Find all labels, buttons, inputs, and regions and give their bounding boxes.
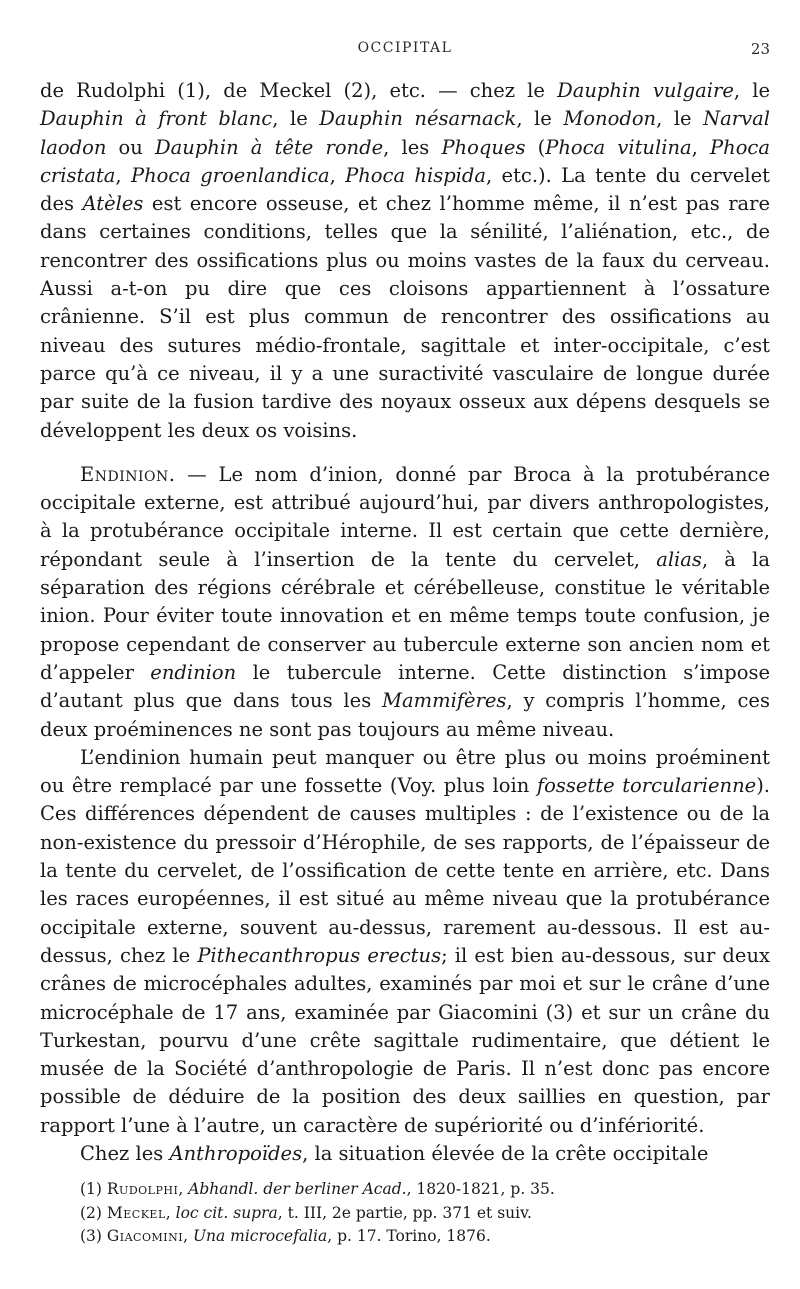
text-run: le tubercule interne. Cette distinction s’impose d’autant plus que dans tous les — [40, 660, 771, 713]
small-caps-text: Meckel — [106, 1203, 166, 1222]
italic-text: Dauphin vulgaire — [557, 79, 734, 102]
text-run: , — [183, 1227, 193, 1245]
italic-text: loc cit. supra — [175, 1203, 278, 1222]
text-run: (2) — [80, 1203, 107, 1222]
italic-text: Dauphin nésarnack — [319, 107, 517, 131]
italic-text: Pithecanthropus erectus — [197, 943, 442, 967]
text-run: , 1820-1821, p. 35. — [406, 1180, 555, 1198]
footnote — [40, 1225, 770, 1249]
paragraph — [40, 461, 770, 744]
italic-text: endinion — [150, 660, 237, 684]
text-run: Chez les — [80, 1141, 170, 1165]
text-run: , p. 17. Torino, 1876. — [327, 1227, 491, 1245]
text-run: est encore osseuse, et chez l’homme même, il n’est pas rare dans certaines conditions, telles que la sénilité, l’aliénation, etc., de rencontrer des ossifications plus ou moins vastes de la faux du cerveau. Aussi a-t-on pu dire que ces cloisons appartiennent à l’ossature crânienne. S’il est plus commun de rencontrer des ossifications au niveau des sutures médio-frontale, sagittale et inter-occipitale, c’est parce qu’à ce niveau, il y a une suractivité vasculaire de longue durée par suite de la fusion tardive des noyaux osseux aux dépens desquels se développent les deux os voisins. — [40, 192, 770, 442]
footnote — [40, 1178, 770, 1202]
text-run: , le — [516, 107, 564, 131]
text-run: , t. III, 2e partie, pp. 371 et suiv. — [277, 1203, 532, 1222]
footnote — [40, 1202, 770, 1226]
italic-text: Abhandl. der berliner Acad. — [188, 1180, 407, 1198]
page-number: 23 — [750, 40, 770, 58]
text-run: , — [178, 1180, 189, 1198]
paragraph — [40, 744, 770, 1140]
italic-text: alias — [656, 547, 702, 571]
running-head — [40, 40, 770, 62]
italic-text: Phoques — [441, 135, 526, 159]
text-run: (1) — [80, 1180, 107, 1198]
text-run: , le — [272, 107, 320, 131]
text-run: , le — [733, 79, 770, 102]
italic-text: Phoca hispida — [345, 163, 487, 187]
italic-text: fossette torcularienne — [536, 774, 757, 798]
text-run: , — [165, 1203, 176, 1222]
italic-text: Una microcefalia — [192, 1227, 328, 1245]
italic-text: Mammifères — [382, 689, 507, 713]
paragraph — [40, 1140, 770, 1168]
text-run: , les — [383, 135, 442, 159]
text-run: , — [115, 163, 131, 187]
italic-text: Monodon — [563, 107, 657, 131]
small-caps-text: Rudolphi — [106, 1180, 179, 1198]
italic-text: Narval laodon — [40, 107, 770, 159]
text-run: , y compris l’homme, ces deux proéminences ne sont pas toujours au même niveau. — [40, 689, 770, 741]
italic-text: Anthropoïdes — [169, 1141, 303, 1165]
italic-text: Dauphin à tête ronde — [155, 135, 384, 159]
text-run: ou — [106, 135, 155, 159]
italic-text: Dauphin à front blanc — [40, 107, 273, 131]
text-run: , la situation élevée de la crête occipitale — [302, 1141, 709, 1165]
footnotes — [40, 1178, 770, 1249]
italic-text: Atèles — [82, 192, 144, 216]
text-run: L’endinion humain peut manquer ou être plus ou moins proéminent ou être remplacé par une fossette (Voy. plus loin — [40, 745, 770, 798]
paragraph — [40, 77, 770, 445]
italic-text: Phoca groenlandica — [130, 163, 330, 187]
running-title: OCCIPITAL — [357, 40, 453, 56]
text-run: ). Ces différences dépendent de causes multiples : de l’existence ou de la non-existence du pressoir d’Hérophile, de ses rapports, de l’épaisseur de la tente du cervelet, de l’ossification de cette tente en arrière, etc. Dans les races européennes, il est situé au même niveau que la protubérance occipitale externe, souvent au-dessus, rarement au-dessous. Il est au-dessus, chez le — [40, 774, 771, 967]
text-run: — Le nom d’inion, donné par Broca à la protubérance occipitale externe, est attribué aujourd’hui, par divers anthropologistes, à la protubérance occipitale interne. Il est certain que cette dernière, répondant seule à l’insertion de la tente du cervelet, — [40, 462, 770, 571]
text-run: (3) — [80, 1227, 107, 1245]
text-run: , etc.). La tente du cervelet des — [40, 163, 771, 216]
text-run: ( — [525, 135, 546, 159]
text-run: , — [329, 163, 346, 187]
body-text — [40, 77, 770, 1168]
text-run: ; il est bien au-dessous, sur deux crânes de microcéphales adultes, examinés par moi et sur le crâne d’une microcéphale de 17 ans, examinée par Giacomini (3) et sur un crâne du Turkestan, pourvu d’une crête sagittale rudimentaire, que détient le musée de la Société d’anthropologie de Paris. Il n’est donc pas encore possible de déduire de la position des deux saillies en question, par rapport l’une à l’autre, un caractère de supériorité ou d’infériorité. — [40, 943, 771, 1137]
italic-text: Phoca vitulina — [545, 135, 692, 159]
italic-text: Phoca cristata — [40, 135, 770, 187]
text-run: , à la séparation des régions cérébrale et cérébelleuse, constitue le véritable inion. Pour éviter toute innovation et en même temps toute confusion, je propose cependant de conserver au tubercule externe son ancien nom et d’appeler — [40, 547, 770, 684]
text-run: , le — [656, 107, 704, 131]
small-caps-text: Endinion. — [80, 462, 176, 486]
text-run: , — [691, 135, 711, 159]
text-run: de Rudolphi (1), de Meckel (2), etc. — chez le — [40, 79, 558, 102]
small-caps-text: Giacomini — [106, 1227, 184, 1245]
